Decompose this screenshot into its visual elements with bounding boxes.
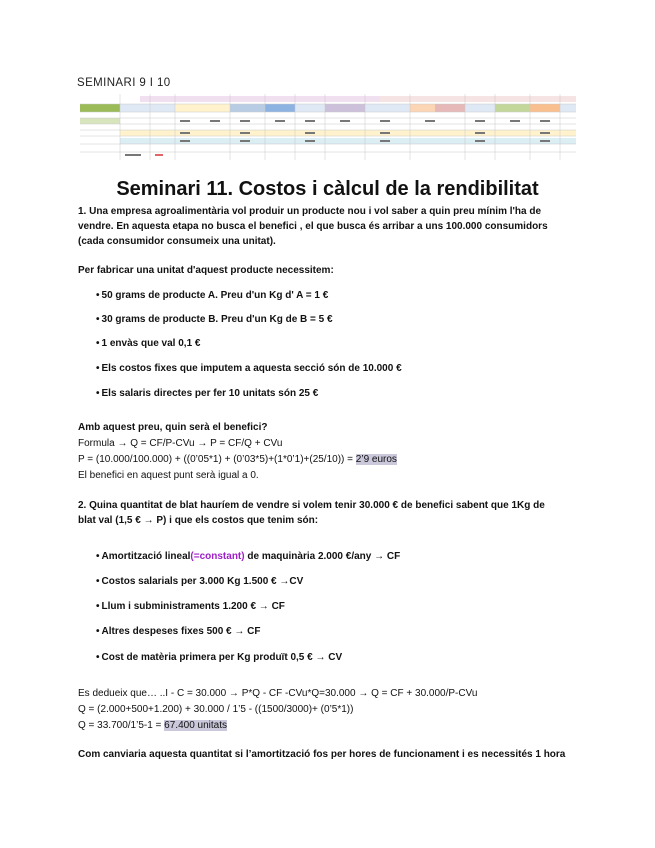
question-2-line-1: 2. Quina quantitat de blat hauríem de vendre si volem tenir 30.000 € de benefici sabent que 1Kg de <box>78 500 545 511</box>
page-title: Seminari 11. Costos i càlcul de la rendibilitat <box>116 178 539 200</box>
price-calculation-text: P = (10.000/100.000) + ((0’05*1) + (0’03*5)+(1*0’1)+(25/10)) = <box>78 454 356 465</box>
ingredient-item: • Els costos fixes que imputem a aquesta secció són de 10.000 € <box>96 363 402 374</box>
quantity-result: 67.400 unitats <box>164 720 227 731</box>
ingredient-item: • 30 grams de producte B. Preu d'un Kg de B = 5 € <box>96 314 333 325</box>
cost-item-text: de maquinària 2.000 €/any → CF <box>244 551 401 562</box>
cost-item: • Llum i subministraments 1.200 € → CF <box>96 601 285 612</box>
cost-item <box>96 551 400 562</box>
cost-item: • Cost de matèria primera per Kg produït 0,5 € → CV <box>96 652 342 663</box>
cost-item-text: Amortització lineal <box>101 551 191 562</box>
quantity-equation-text: Q = 33.700/1’5-1 = <box>78 720 165 731</box>
ingredient-item: • 1 envàs que val 0,1 € <box>96 338 200 349</box>
question-1-line-1: 1. Una empresa agroalimentària vol produir un producte nou i vol saber a quin preu mínim l'ha de <box>78 206 542 217</box>
formula-line: Formula → Q = CF/P-CVu → P = CF/Q + CVu <box>78 438 283 449</box>
question-1-line-2: vendre. En aquesta etapa no busca el benefici , el que busca és arribar a uns 100.000 consumidors <box>78 221 548 232</box>
final-question: Com canviaria aquesta quantitat si l’amortització fos per hores de funcionament i es necessités 1 hora <box>78 749 566 760</box>
constant-highlight: (=constant) <box>190 551 245 562</box>
ingredients-intro: Per fabricar una unitat d'aquest producte necessitem: <box>78 265 334 276</box>
question-2-line-2: blat val (1,5 € → P) i que els costos que tenim són: <box>78 515 319 526</box>
profit-note: El benefici en aquest punt serà igual a 0. <box>78 470 259 481</box>
price-calculation <box>78 452 397 467</box>
ingredient-item: • Els salaris directes per fer 10 unitats són 25 € <box>96 388 318 399</box>
page-header: SEMINARI 9 I 10 <box>77 77 171 89</box>
price-result: 2’9 euros <box>355 454 397 465</box>
quantity-equation: Q = (2.000+500+1.200) + 30.000 / 1’5 - ((1500/3000)+ (0’5*1)) <box>78 704 354 715</box>
deduction-line: Es dedueix que… ..I - C = 30.000 → P*Q - CF -CVu*Q=30.000 → Q = CF + 30.000/P-CVu <box>78 688 478 699</box>
quantity-result-line <box>78 718 227 733</box>
profit-question: Amb aquest preu, quin serà el benefici? <box>78 422 268 433</box>
cost-item: • Costos salarials per 3.000 Kg 1.500 € →CV <box>96 576 303 587</box>
cost-item: • Altres despeses fixes 500 € → CF <box>96 626 261 637</box>
ingredient-item: • 50 grams de producte A. Preu d'un Kg d' A = 1 € <box>96 290 328 301</box>
spreadsheet-thumbnail <box>80 94 576 160</box>
question-1-line-3: (cada consumidor consumeix una unitat). <box>78 236 276 247</box>
